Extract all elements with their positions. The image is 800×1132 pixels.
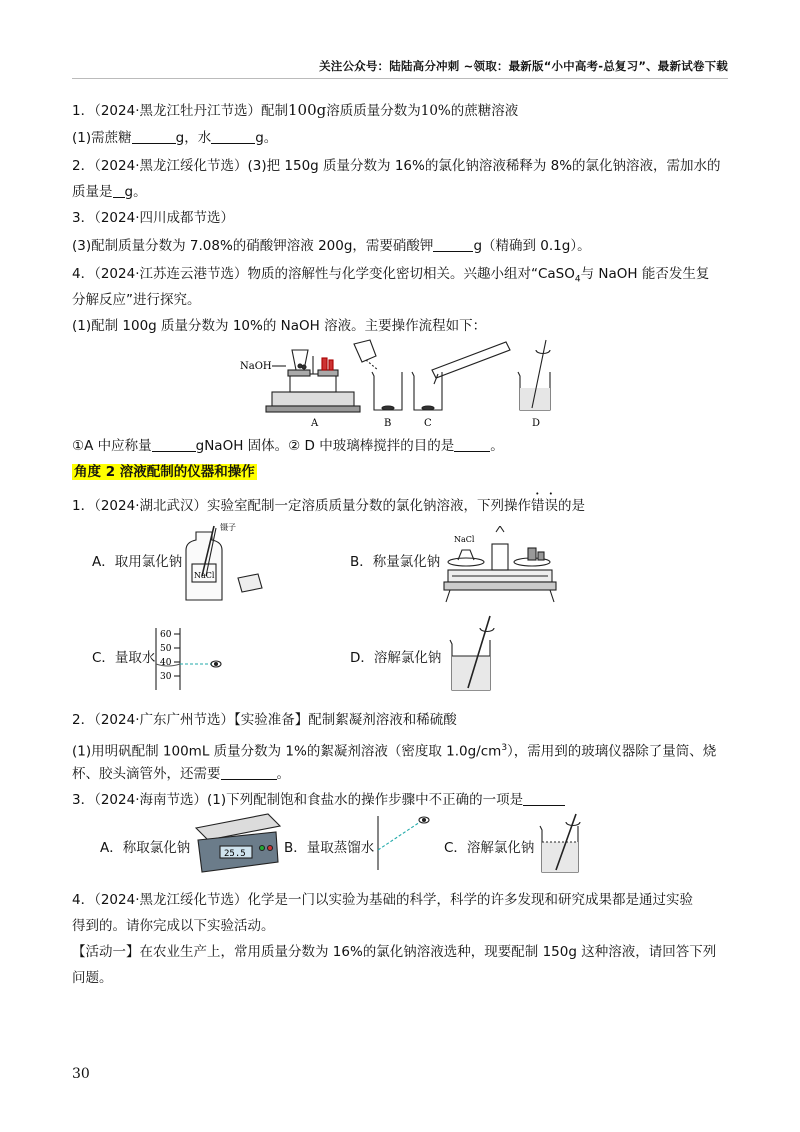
figure-label-d: D: [532, 418, 541, 429]
question-6-line-3: 杯、胶头滴管外，还需要 。: [72, 766, 290, 782]
question-4-answers: ①A 中应称量 gNaOH 固体。② D 中玻璃棒搅拌的目的是 。: [72, 438, 504, 454]
section-title: 角度 2 溶液配制的仪器和操作: [74, 464, 255, 480]
solution-preparation-flow-figure: [236, 336, 566, 432]
header-divider: [72, 78, 728, 79]
option-c[interactable]: C．量取水: [92, 650, 156, 666]
bottle-tweezers-figure: [180, 516, 270, 604]
option-a[interactable]: A．取用氯化钠: [92, 554, 183, 570]
question-3: 3．（2024·四川成都节选）: [72, 210, 234, 226]
option-b[interactable]: B．量取蒸馏水: [284, 840, 375, 856]
question-6: 2．（2024·广东广州节选）【实验准备】配制絮凝剂溶液和稀硫酸: [72, 712, 457, 728]
measure-water-figure: [376, 810, 436, 870]
option-b[interactable]: B．称量氯化钠: [350, 554, 441, 570]
question-8-line-2: 得到的。请你完成以下实验活动。: [72, 918, 275, 934]
figure-label-c: C: [424, 418, 432, 429]
question-5: 1．（2024·湖北武汉）实验室配制一定溶质质量分数的氯化钠溶液，下列操作错误的是: [72, 498, 585, 514]
dissolve-beaker-figure: [536, 812, 586, 874]
nacl-balance-label: NaCl: [454, 535, 475, 544]
question-6-part-1: (1)用明矾配制 100mL 质量分数为 1%的絮凝剂溶液（密度取 $1.0g/cm^3$），需用到的玻璃仪器除了量筒、烧: [72, 743, 717, 760]
cylinder-tick-60: 60: [160, 630, 172, 640]
question-4-part-1: (1)配制 100g 质量分数为 10%的 NaOH 溶液。主要操作流程如下：: [72, 318, 487, 334]
electronic-scale-figure: [190, 810, 282, 874]
beaker-stirring-figure: [446, 614, 496, 694]
question-8-line-4: 问题。: [72, 970, 113, 986]
answer-blank[interactable]: [211, 130, 255, 144]
answer-blank[interactable]: [454, 438, 490, 452]
option-c[interactable]: C．溶解氯化钠: [444, 840, 535, 856]
beaker-c-icon: [412, 342, 510, 410]
question-1: 1．（2024·黑龙江牡丹江节选）配制100g溶质质量分数为10%的蔗糖溶液: [72, 101, 519, 119]
cylinder-tick-40: 40: [160, 658, 172, 668]
answer-blank[interactable]: [132, 130, 176, 144]
question-8-activity-1: 【活动一】在农业生产上，常用质量分数为 16%的氯化钠溶液选种，现要配制 150g 这种溶液，请回答下列: [72, 944, 717, 960]
scale-display: 25.5: [224, 849, 246, 859]
figure-label-a: A: [311, 418, 319, 429]
page-header: 关注公众号：陆陆高分冲刺 ~领取：最新版“小中高考-总复习”、最新试卷下载: [319, 59, 728, 73]
cylinder-tick-30: 30: [160, 672, 172, 682]
question-2-line-2: 质量是 g。: [72, 184, 147, 200]
question-8: 4．（2024·黑龙江绥化节选）化学是一门以实验为基础的科学，科学的许多发现和研究成果都是通过实验: [72, 892, 693, 908]
answer-blank[interactable]: [523, 792, 565, 806]
question-7: 3．（2024·海南节选）(1)下列配制饱和食盐水的操作步骤中不正确的一项是: [72, 790, 565, 810]
naoh-label: NaOH: [240, 361, 272, 372]
question-4: 4．（2024·江苏连云港节选）物质的溶解性与化学变化密切相关。兴趣小组对“CaSO$_4$与 NaOH 能否发生复: [72, 266, 710, 285]
balance-weighing-figure: [440, 526, 560, 604]
cylinder-tick-50: 50: [160, 644, 172, 654]
option-d[interactable]: D．溶解氯化钠: [350, 650, 442, 666]
answer-blank[interactable]: [113, 184, 125, 198]
nacl-bottle-label: NaCl: [194, 571, 215, 580]
question-2: 2．（2024·黑龙江绥化节选）(3)把 150g 质量分数为 16%的氯化钠溶液稀释为 8%的氯化钠溶液，需加水的: [72, 158, 721, 174]
graduated-cylinder-figure: [154, 626, 234, 692]
page-number: 30: [72, 1066, 90, 1082]
figure-label-b: B: [384, 418, 392, 429]
question-1-part-1: (1)需蔗糖 g，水 g。: [72, 130, 278, 146]
tweezers-label: 镊子: [220, 523, 236, 532]
answer-blank[interactable]: [221, 766, 277, 780]
beaker-d-icon: [518, 340, 550, 410]
answer-blank[interactable]: [433, 238, 473, 252]
question-3-part-3: (3)配制质量分数为 7.08%的硝酸钾溶液 200g，需要硝酸钾 g（精确到 0.1g）。: [72, 238, 591, 254]
question-4-line-2: 分解反应”进行探究。: [72, 292, 201, 308]
option-a[interactable]: A．称取氯化钠: [100, 840, 191, 856]
balance-a-icon: [266, 350, 360, 412]
answer-blank[interactable]: [152, 438, 196, 452]
beaker-b-icon: [354, 340, 402, 410]
